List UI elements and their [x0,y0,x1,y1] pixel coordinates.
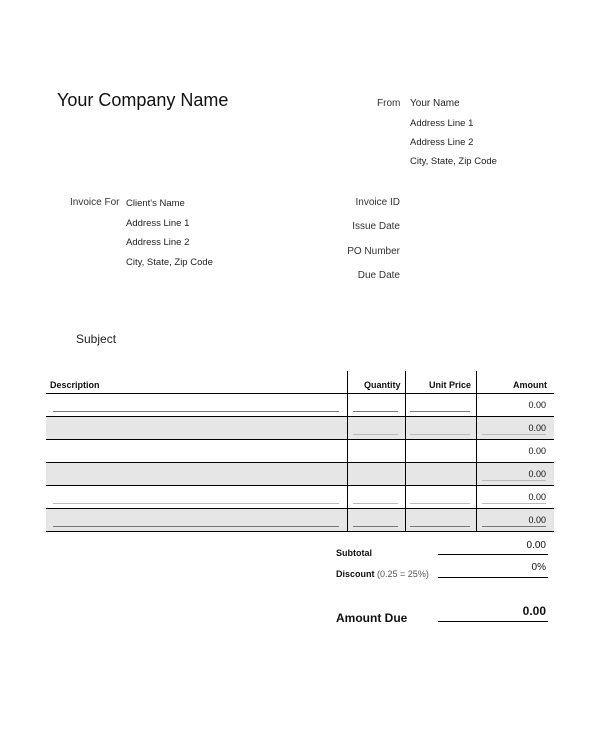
row-amount: 0.00 [528,515,546,525]
description-field[interactable] [53,526,339,527]
column-divider [405,509,406,531]
column-divider [347,486,348,508]
column-divider [476,371,477,393]
description-header: Description [50,380,100,390]
from-name: Your Name [410,98,460,109]
quantity-field[interactable] [353,434,398,435]
invoice-for-label: Invoice For [70,197,120,208]
discount-label [336,569,429,579]
table-row [46,417,554,440]
issue-date-label: Issue Date [352,221,400,232]
column-divider [476,486,477,508]
column-divider [476,509,477,531]
column-divider [405,440,406,462]
amount-due-label: Amount Due [336,611,408,625]
column-divider [347,440,348,462]
due-date-label: Due Date [357,270,400,281]
column-divider [347,509,348,531]
column-divider [405,486,406,508]
subtotal-line [438,554,548,555]
table-row [46,440,554,463]
subtotal-label: Subtotal [336,548,372,558]
from-city-state-zip: City, State, Zip Code [410,156,497,167]
quantity-field[interactable] [353,411,398,412]
unit-price-field[interactable] [410,503,470,504]
amount-field[interactable] [482,503,546,504]
po-number-label: PO Number [347,246,400,257]
unit-price-field[interactable] [410,434,470,435]
discount-note: (0.25 = 25%) [377,569,429,579]
row-amount: 0.00 [528,423,546,433]
column-divider [476,394,477,416]
subtotal-value: 0.00 [526,540,546,551]
column-divider [405,463,406,485]
amount-header: Amount [513,380,547,390]
quantity-header: Quantity [364,380,401,390]
from-label: From [377,98,401,109]
description-field[interactable] [53,503,339,504]
column-divider [476,440,477,462]
discount-line [438,577,548,578]
from-address-line-2: Address Line 2 [410,137,474,148]
column-divider [347,394,348,416]
from-address-line-1: Address Line 1 [410,118,474,129]
table-row [46,509,554,532]
company-name: Your Company Name [57,90,229,110]
client-address-line-2: Address Line 2 [126,237,190,248]
column-divider [405,417,406,439]
subject-label: Subject [76,332,117,346]
table-header [46,371,554,394]
description-field[interactable] [53,411,339,412]
column-divider [347,463,348,485]
discount-value[interactable]: 0% [531,562,546,573]
row-amount: 0.00 [528,469,546,479]
column-divider [347,417,348,439]
amount-due-line [438,621,548,622]
quantity-field[interactable] [353,526,398,527]
amount-due-value: 0.00 [522,604,546,618]
amount-field[interactable] [482,526,546,527]
column-divider [476,417,477,439]
line-items-table [46,371,554,532]
column-divider [405,394,406,416]
amount-field[interactable] [482,480,546,481]
table-row [46,394,554,417]
table-row [46,463,554,486]
unit-price-field[interactable] [410,411,470,412]
column-divider [347,371,348,393]
row-amount: 0.00 [528,400,546,410]
column-divider [405,371,406,393]
column-divider [476,463,477,485]
row-amount: 0.00 [528,446,546,456]
unit-price-field[interactable] [410,526,470,527]
table-row [46,486,554,509]
row-amount: 0.00 [528,492,546,502]
client-address-line-1: Address Line 1 [126,218,190,229]
unit-price-header: Unit Price [429,380,472,390]
client-name: Client's Name [126,198,185,209]
quantity-field[interactable] [353,503,398,504]
discount-label-text: Discount [336,569,375,579]
amount-field[interactable] [482,434,546,435]
client-city-state-zip: City, State, Zip Code [126,257,213,268]
invoice-id-label: Invoice ID [355,197,400,208]
